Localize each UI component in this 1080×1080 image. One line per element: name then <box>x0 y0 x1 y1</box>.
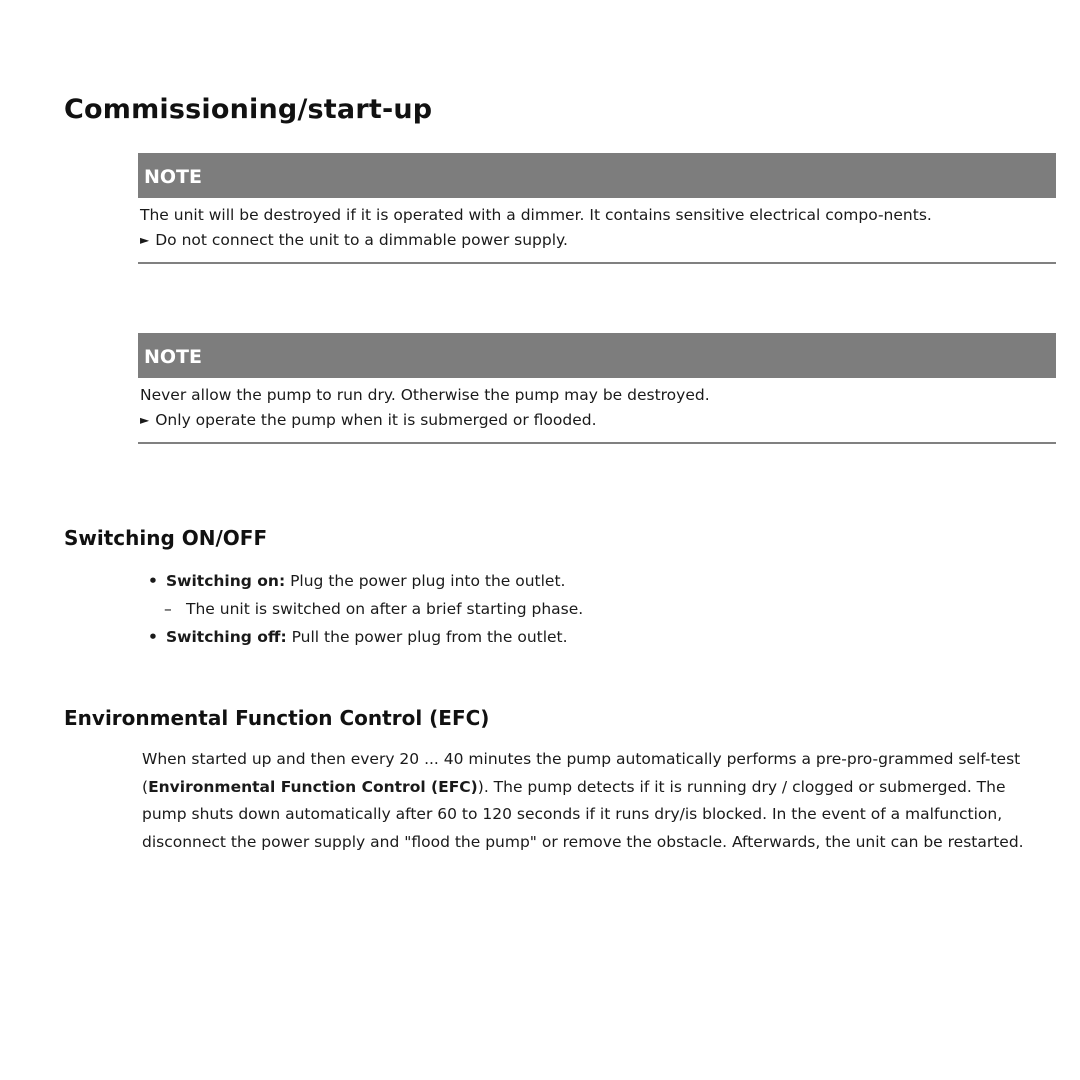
note-text: Never allow the pump to run dry. Otherwise the pump may be destroyed. <box>140 386 710 404</box>
switching-on-text: Plug the power plug into the outlet. <box>285 572 566 590</box>
switching-off-label: Switching off: <box>166 628 287 646</box>
efc-bold-term: Environmental Function Control (EFC) <box>148 777 478 796</box>
switching-on-label: Switching on: <box>166 572 286 590</box>
switching-heading: Switching ON/OFF <box>64 526 268 550</box>
note-action <box>140 408 1056 434</box>
efc-text-before: When started up and then every 20 ... 40 minutes the pump automatically performs a pre-pro-grammed self-test ( <box>142 750 1021 796</box>
note-action <box>140 228 1056 254</box>
switching-on-result-text: The unit is switched on after a brief starting phase. <box>186 600 584 618</box>
efc-heading: Environmental Function Control (EFC) <box>64 706 490 730</box>
note-label: NOTE <box>138 153 1056 198</box>
arrow-right-icon: ► <box>140 413 150 427</box>
bullet-icon: • <box>148 628 158 646</box>
list-item-switching-off <box>148 623 583 651</box>
note-body <box>138 198 1056 262</box>
note-box-dry-run <box>138 333 1056 444</box>
note-text: The unit will be destroyed if it is operated with a dimmer. It contains sensitive electrical compo-nents. <box>140 206 932 224</box>
switching-list <box>148 567 583 651</box>
switching-off-text: Pull the power plug from the outlet. <box>286 628 568 646</box>
list-item-switching-on <box>148 567 583 595</box>
note-action-text: Do not connect the unit to a dimmable power supply. <box>155 231 568 249</box>
note-action-text: Only operate the pump when it is submerged or flooded. <box>155 411 597 429</box>
section-title: Commissioning/start-up <box>64 94 433 125</box>
efc-text-after: ). The pump detects if it is running dry / clogged or submerged. The pump shuts down automatically after 60 to 120 seconds if it runs dry/is blocked. In the event of a malfunction, disconnect the power supply and "flood the pump" or remove the obstacle. Afterwards, the unit can be restarted. <box>142 777 1024 851</box>
list-item-switching-on-result <box>148 595 583 623</box>
note-body <box>138 378 1056 442</box>
note-box-dimmer <box>138 153 1056 264</box>
dash-marker: – <box>164 600 172 618</box>
efc-paragraph <box>142 746 1052 856</box>
note-label: NOTE <box>138 333 1056 378</box>
arrow-right-icon: ► <box>140 233 150 247</box>
bullet-icon: • <box>148 572 158 590</box>
